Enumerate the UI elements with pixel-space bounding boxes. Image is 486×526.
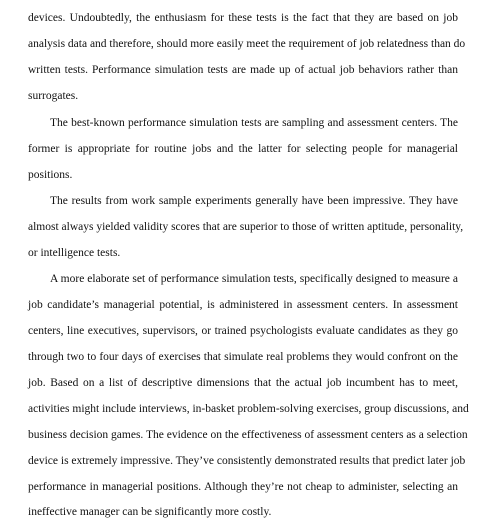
text-line: through two to four days of exercises that simulate real problems they would confront on the [28, 351, 458, 363]
text-line: or intelligence tests. [28, 247, 121, 259]
text-line: The results from work sample experiments generally have been impressive. They have [50, 195, 458, 207]
text-line: analysis data and therefore, should more easily meet the requirement of job relatedness than do [28, 38, 466, 50]
text-line: centers, line executives, supervisors, or trained psychologists evaluate candidates as they go [28, 325, 458, 337]
text-line: business decision games. The evidence on the effectiveness of assessment centers as a selection [28, 429, 468, 441]
text-line: ineffective manager can be significantly more costly. [28, 506, 272, 518]
text-line: The best-known performance simulation tests are sampling and assessment centers. The [50, 117, 458, 129]
text-line: activities might include interviews, in-basket problem-solving exercises, group discussions, and [28, 403, 469, 415]
text-line: A more elaborate set of performance simulation tests, specifically designed to measure a [50, 273, 458, 285]
text-line: job. Based on a list of descriptive dimensions that the actual job incumbent has to meet, [28, 377, 458, 389]
text-line: almost always yielded validity scores that are superior to those of written aptitude, personality, [28, 221, 464, 233]
text-line: performance in managerial positions. Although they’re not cheap to administer, selecting an [28, 481, 458, 493]
text-line: former is appropriate for routine jobs and the latter for selecting people for managerial [28, 143, 458, 155]
text-line: devices. Undoubtedly, the enthusiasm for these tests is the fact that they are based on job [28, 12, 458, 24]
text-line: job candidate’s managerial potential, is administered in assessment centers. In assessment [28, 299, 458, 311]
text-line: positions. [28, 169, 73, 181]
text-line: written tests. Performance simulation tests are made up of actual job behaviors rather than [28, 64, 458, 76]
text-line: surrogates. [28, 90, 79, 102]
text-line: device is extremely impressive. They’ve consistently demonstrated results that predict later job [28, 455, 466, 467]
